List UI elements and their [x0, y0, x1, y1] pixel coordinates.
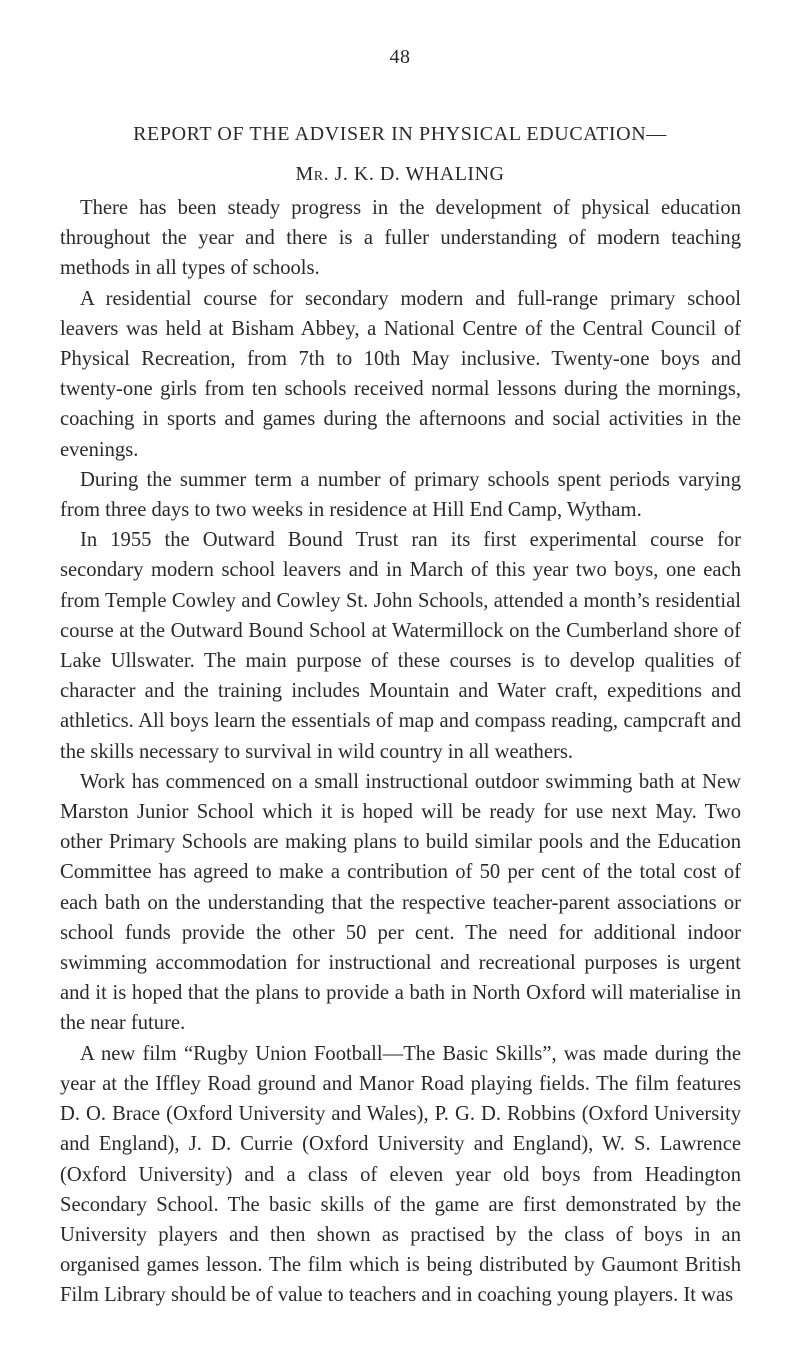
- page-number: 48: [389, 46, 411, 68]
- adviser-name-line: [0, 160, 800, 188]
- paragraph-progress: There has been steady progress in the development of physical education throughout the year and there is a fuller understanding of modern teaching methods in all types of schools.: [60, 197, 741, 280]
- paragraph-residential-course: A residential course for secondary modern and full-range primary school leavers was held at Bisham Abbey, a National Centre of the Central Council of Physical Recreation, from 7th to 10th May inclusive. Twenty-one boys and twenty-one girls from ten schools received normal lessons during the mornings, coaching in sports and games during the afternoons and social activities in the evenings.: [60, 287, 741, 461]
- paragraph-rugby-film: A new film “Rugby Union Football—The Basic Skills”, was made during the year at the Iffley Road ground and Manor Road playing fields. The film features D. O. Brace (Oxford University and Wales), P. G. D. Robbins (Oxford University and England), J. D. Currie (Oxford University and England), W. S. Lawrence (Oxford University) and a class of eleven year old boys from Headington Secondary School. The basic skills of the game are first demonstrated by the University players and then shown as practised by the class of boys in an organised games lesson. The film which is being distributed by Gaumont British Film Library should be of value to teachers and in coaching young players. It was: [60, 1042, 741, 1307]
- paragraph-outward-bound: In 1955 the Outward Bound Trust ran its first experimental course for secondary modern school leavers and in March of this year two boys, one each from Temple Cowley and Cowley St. John Schools, attended a month’s residential course at the Outward Bound School at Watermillock on the Cumberland shore of Lake Ullswater. The main purpose of these courses is to develop qualities of character and the training includes Mountain and Water craft, expeditions and athletics. All boys learn the essentials of map and compass reading, campcraft and the skills necessary to survival in wild country in all weathers.: [60, 529, 741, 763]
- adviser-title: Mr.: [295, 163, 330, 185]
- paragraph-swimming-bath: Work has commenced on a small instructional outdoor swimming bath at New Marston Junior School which it is hoped will be ready for use next May. Two other Primary Schools are making plans to build similar pools and the Education Committee has agreed to make a contribution of 50 per cent of the total cost of each bath on the understanding that the respective teacher-parent associations or school funds provide the other 50 per cent. The need for additional indoor swimming accommodation for instructional and recreational purposes is urgent and it is hoped that the plans to provide a bath in North Oxford will materialise in the near future.: [60, 770, 741, 1035]
- paragraph-summer-term: During the summer term a number of primary schools spent periods varying from three days to two weeks in residence at Hill End Camp, Wytham.: [60, 468, 741, 522]
- report-body: [60, 193, 741, 1311]
- adviser-name: J. K. D. WHALING: [334, 163, 505, 185]
- report-heading: REPORT OF THE ADVISER IN PHYSICAL EDUCATION—: [133, 123, 667, 145]
